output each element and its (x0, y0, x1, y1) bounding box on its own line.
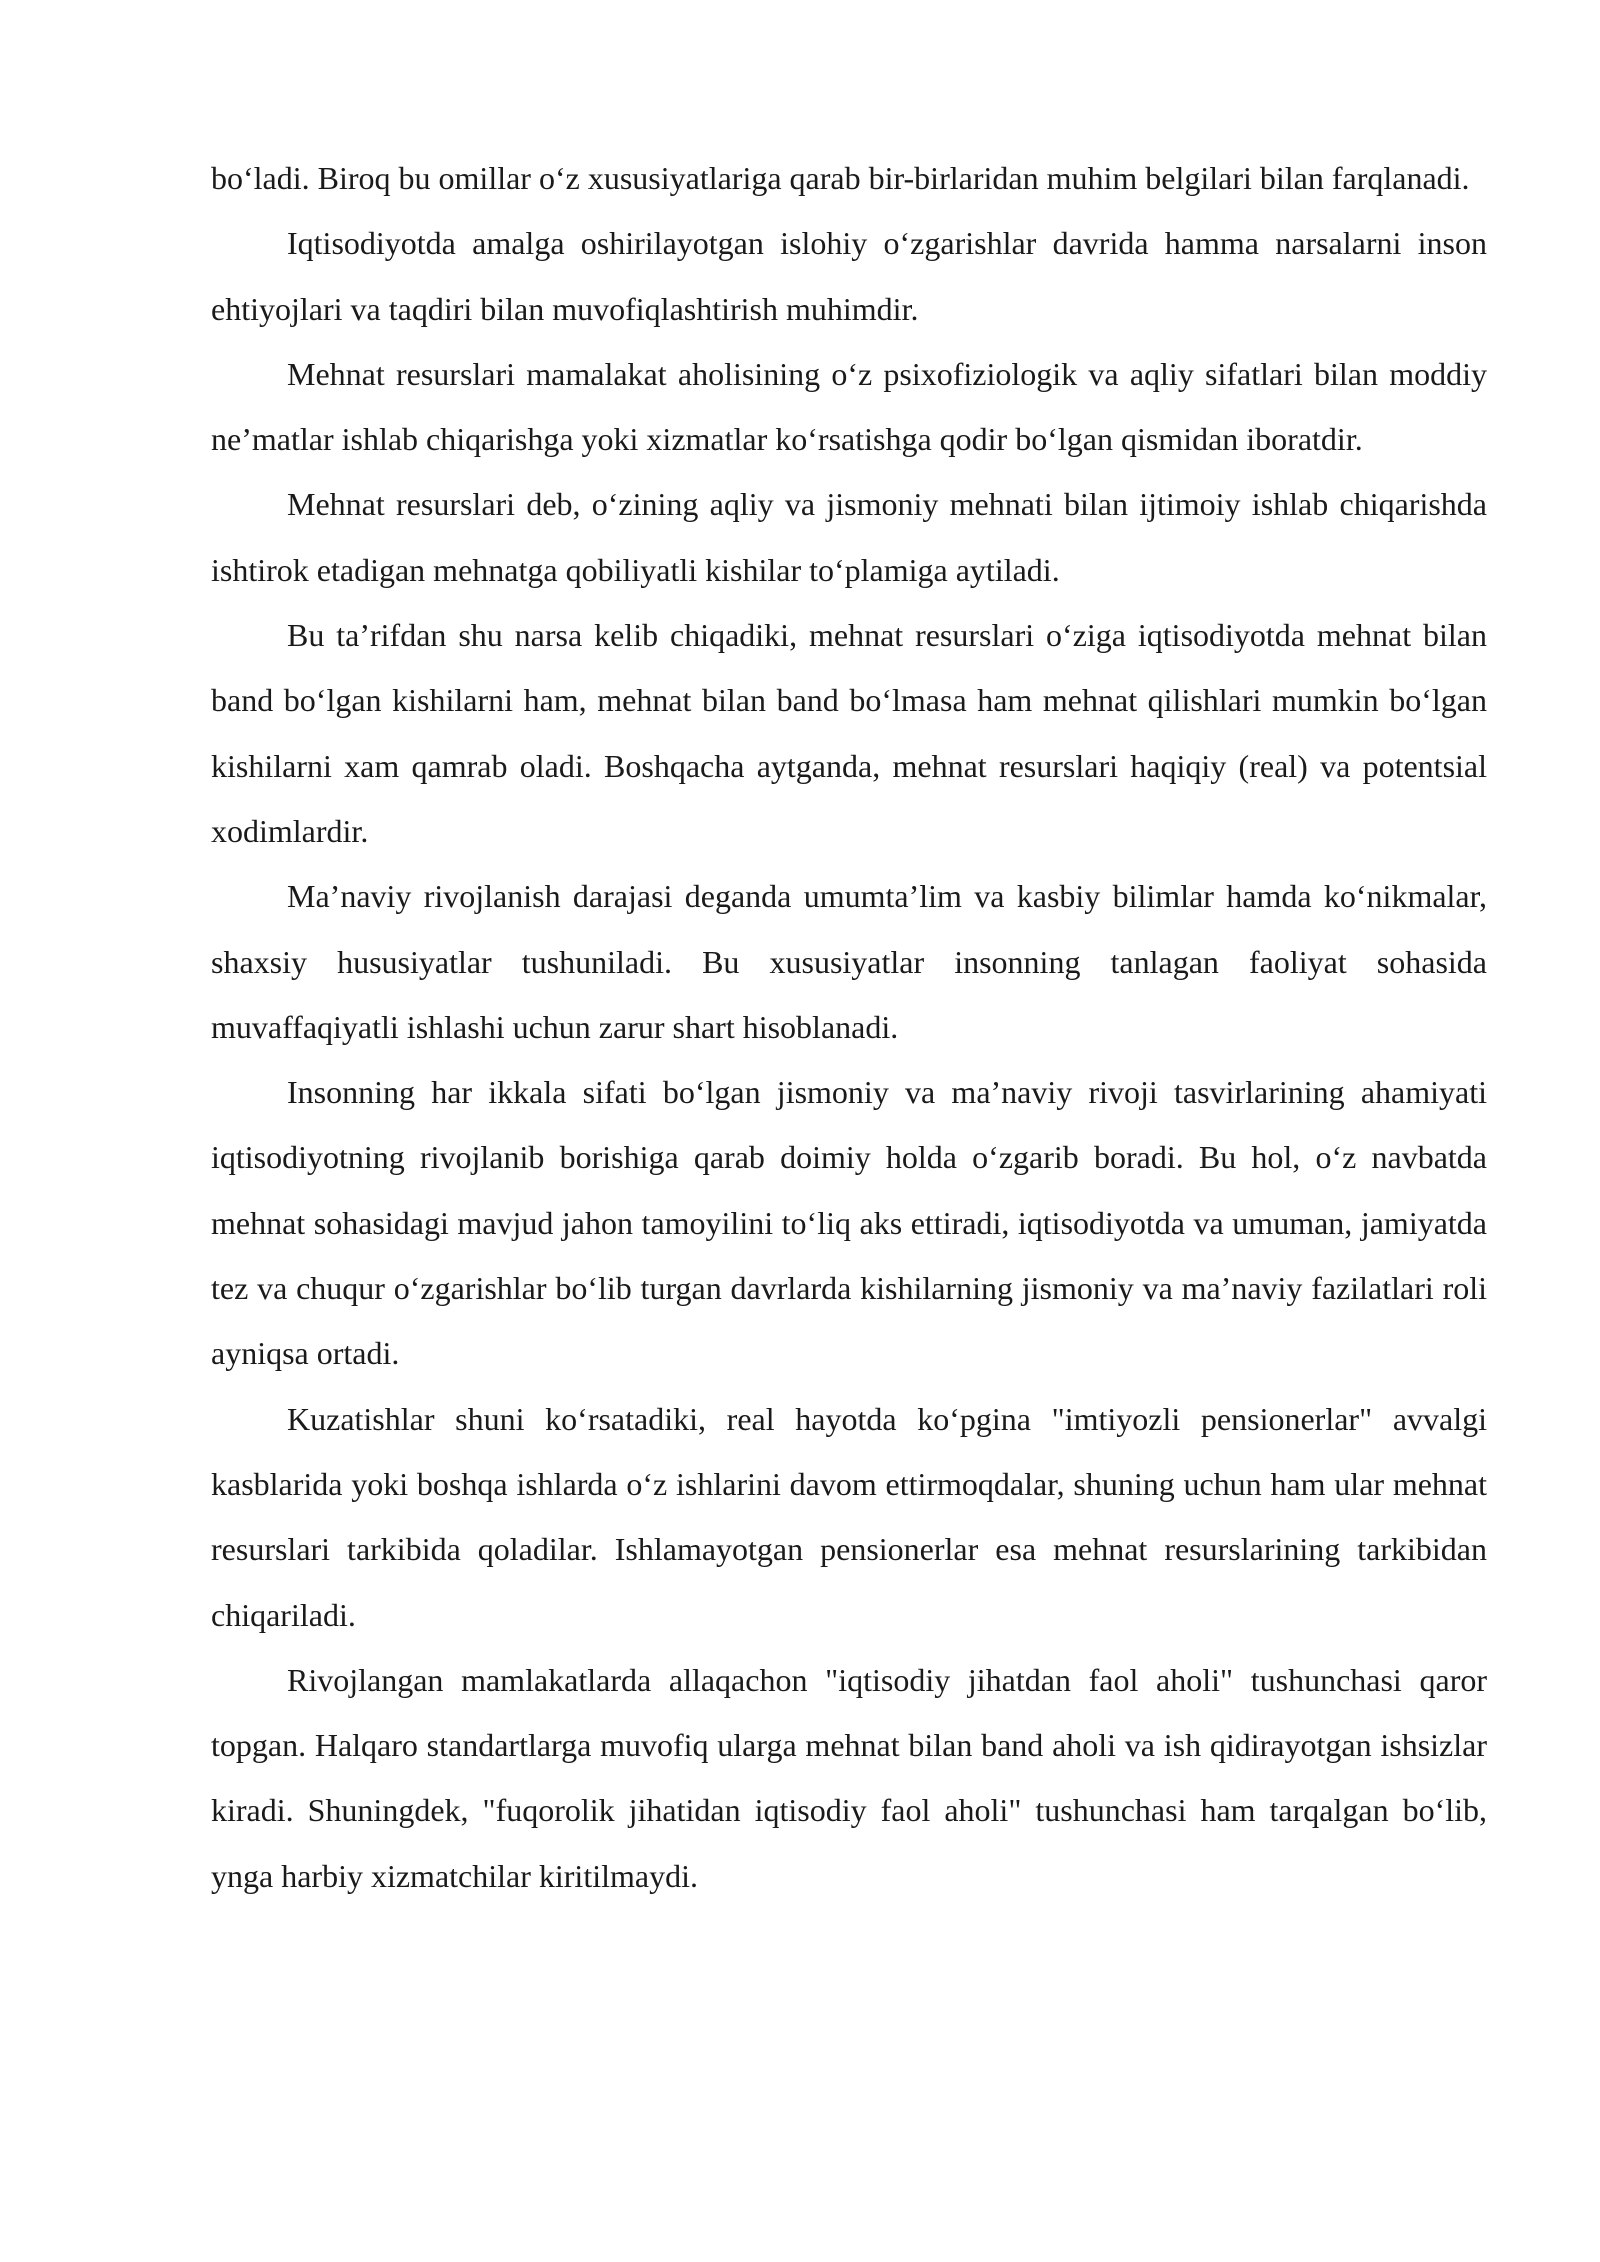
paragraph: Bu ta’rifdan shu narsa kelib chiqadiki, mehnat resurslari o‘ziga iqtisodiyotda mehnat bilan band bo‘lgan kishilarni ham, mehnat bilan band bo‘lmasa ham mehnat qilishlari mumkin bo‘lgan kishilarni xam qamrab oladi. Boshqacha aytganda, mehnat resurslari haqiqiy (real) va potentsial xodimlardir. (211, 617, 1487, 849)
paragraph: Mehnat resurslari mamalakat aholisining o‘z psixofiziologik va aqliy sifatlari bilan moddiy ne’matlar ishlab chiqarishga yoki xizmatlar ko‘rsatishga qodir bo‘lgan qismidan iboratdir. (211, 355, 1487, 458)
paragraph: Rivojlangan mamlakatlarda allaqachon "iqtisodiy jihatdan faol aholi" tushunchasi qaror topgan. Halqaro standartlarga muvofiq ularga mehnat bilan band aholi va ish qidirayotgan ishsizlar kiradi. Shuningdek, "fuqorolik jihatidan iqtisodiy faol aholi" tushunchasi ham tarqalgan bo‘lib, ynga harbiy xizmatchilar kiritilmaydi. (211, 1661, 1487, 1894)
paragraph: Mehnat resurslari deb, o‘zining aqliy va jismoniy mehnati bilan ijtimoiy ishlab chiqarishda ishtirok etadigan mehnatga qobiliyatli kishilar to‘plamiga aytiladi. (211, 486, 1487, 588)
document-body (211, 146, 1487, 1909)
paragraph: Iqtisodiyotda amalga oshirilayotgan islohiy o‘zgarishlar davrida hamma narsalarni inson ehtiyojlari va taqdiri bilan muvofiqlashtirish muhimdir. (211, 225, 1487, 327)
paragraph: Ma’naviy rivojlanish darajasi deganda umumta’lim va kasbiy bilimlar hamda ko‘nikmalar, shaxsiy hususiyatlar tushuniladi. Bu xususiyatlar insonning tanlagan faoliyat sohasida muvaffaqiyatli ishlashi uchun zarur shart hisoblanadi. (211, 878, 1487, 1045)
paragraph-continuation: bo‘ladi. Biroq bu omillar o‘z xususiyatlariga qarab bir-birlaridan muhim belgilari bilan farqlanadi. (211, 160, 1470, 196)
paragraph: Kuzatishlar shuni ko‘rsatadiki, real hayotda ko‘pgina "imtiyozli pensionerlar" avvalgi kasblarida yoki boshqa ishlarda o‘z ishlarini davom ettirmoqdalar, shuning uchun ham ular mehnat resurslari tarkibida qoladilar. Ishlamayotgan pensionerlar esa mehnat resurslarining tarkibidan chiqariladi. (211, 1400, 1487, 1633)
paragraph: Insonning har ikkala sifati bo‘lgan jismoniy va ma’naviy rivoji tasvirlarining ahamiyati iqtisodiyotning rivojlanib borishiga qarab doimiy holda o‘zgarib boradi. Bu hol, o‘z navbatda mehnat sohasidagi mavjud jahon tamoyilini to‘liq aks ettiradi, iqtisodiyotda va umuman, jamiyatda tez va chuqur o‘zgarishlar bo‘lib turgan davrlarda kishilarning jismoniy va ma’naviy fazilatlari roli ayniqsa ortadi. (211, 1074, 1487, 1372)
